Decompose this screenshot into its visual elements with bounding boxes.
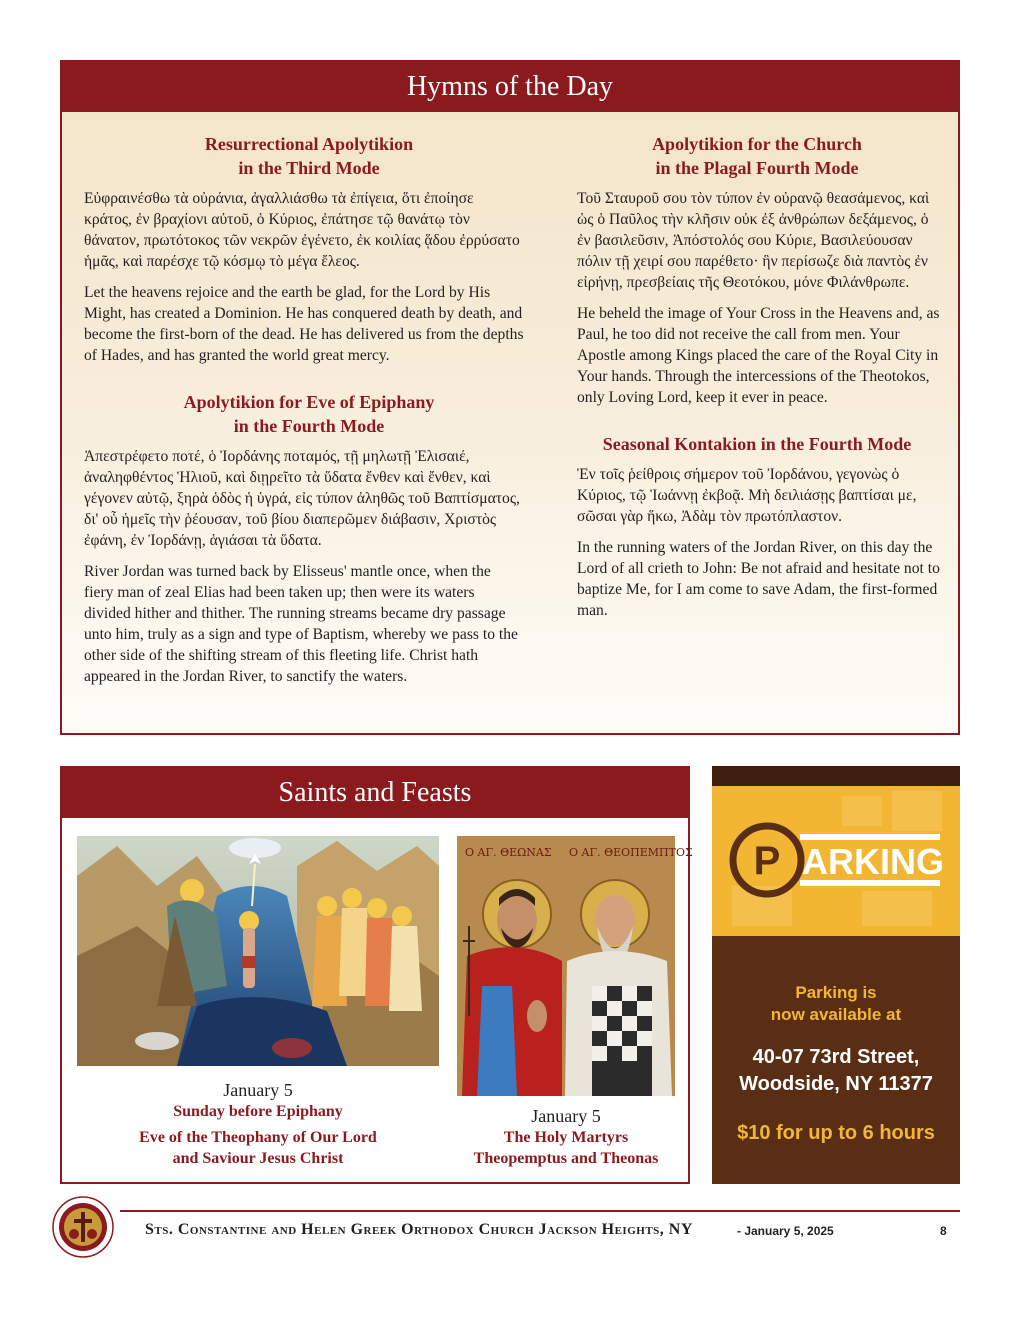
parking-price: $10 for up to 6 hours	[737, 1122, 935, 1144]
hymn-heading-kontakion: Seasonal Kontakion in the Fourth Mode	[602, 434, 912, 454]
parking-logo	[712, 786, 960, 936]
saints-and-feasts-box	[60, 766, 693, 1184]
footer-date: - January 5, 2025	[737, 1224, 834, 1238]
hymn-greek-text: Τοῦ Σταυροῦ σου τὸν τύπον ἐν οὐρανῷ θεασάμενος, καὶ ὡς ὁ Παῦλος τὴν κλῆσιν οὐκ ἐξ ἀνθρώπων δεξάμενος, ὁ ἐν βασιλεῦσιν, Ἀπόστολός σου Κύριε, Βασιλεύουσαν πόλιν τῇ χειρί σου παρέθετο· ἣν περίσωζε διὰ παντὸς ἐν εἰρήνῃ, πρεσβείαις τῆς Θεοτόκου, μόνε Φιλάνθρωπε.	[577, 190, 930, 291]
hymn-heading-resurrectional: Resurrectional Apolytikion in the Third Mode	[204, 134, 414, 178]
icon-label-theonas: Ο ΑΓ. ΘΕΩΝΑΣ	[465, 846, 552, 859]
hymn-greek-text: Ἀπεστρέφετο ποτέ, ὁ Ἰορδάνης ποταμός, τῇ μηλωτῇ Ἐλισαιέ, ἀναληφθέντος Ἡλιοῦ, καὶ διῃρεῖτο τὰ ὕδατα ἔνθεν καὶ ἔνθεν, καὶ γέγονεν αὐτῷ, ξηρὰ ὁδὸς ἡ ὑγρά, εἰς τύπον ἀληθῶς τοῦ Βαπτίσματος, δι' οὗ ἡμεῖς τὴν ῥέουσαν, τοῦ βίου διαπερῶμεν διάβασιν, Χριστὸς ἐφάνη, ἐν Ἰορδάνῃ, ἁγιάσαι τὰ ὕδατα.	[84, 448, 520, 549]
hymns-left-column	[84, 132, 524, 697]
svg-text:ARKING: ARKING	[802, 841, 944, 882]
hymn-heading-eve-epiphany: Apolytikion for Eve of Epiphany in the Fourth Mode	[183, 392, 435, 436]
footer-rule	[120, 1210, 960, 1212]
hymns-right-column	[577, 132, 942, 631]
hymns-of-the-day-box	[60, 60, 960, 735]
church-seal-logo	[52, 1196, 114, 1258]
hymn-english-text: River Jordan was turned back by Elisseus' mantle once, when the fiery man of zeal Elias had been taken up; then were its waters divided hither and thither. The running streams became dry passage unto him, truly as a sign and type of Baptism, whereby we pass to the other side of the shifting stream of this fleeting life. Christ hath appeared in the Jordan River, to sanctify the waters.	[84, 563, 518, 685]
footer-church-name: Sts. Constantine and Helen Greek Orthodox Church Jackson Heights, NY	[145, 1221, 693, 1238]
theophany-icon-image	[77, 836, 439, 1066]
hymn-english-text: In the running waters of the Jordan River, on this day the Lord of all crieth to John: Be not afraid and hesitate not to baptize Me, for I am come to save Adam, the first-formed man.	[577, 539, 940, 619]
icon-label-theopemptus: Ο ΑΓ. ΘΕΟΠΕΜΠΤΟΣ	[569, 846, 693, 859]
parking-availability: Parking is now available at	[770, 983, 902, 1024]
hymn-english-text: Let the heavens rejoice and the earth be glad, for the Lord by His Might, has created a Dominion. He has conquered death by death, and become the first-born of the dead. He has delivered us from the depths of Hades, and has granted the world great mercy.	[84, 284, 524, 364]
hymn-english-text: He beheld the image of Your Cross in the Heavens and, as Paul, he too did not receive the call from men. Your Apostle among Kings placed the care of the Royal City in Your hands. Through the intercessions of the Theotokos, only Loving Lord, keep it ever in peace.	[577, 305, 940, 406]
svg-text:P: P	[753, 839, 781, 883]
martyrs-icon-image	[457, 836, 693, 1096]
saints-title: Saints and Feasts	[62, 768, 688, 818]
hymn-greek-text: Ἐν τοῖς ῥείθροις σήμερον τοῦ Ἰορδάνου, γεγονὼς ὁ Κύριος, τῷ Ἰωάννῃ ἐκβοᾷ. Μὴ δειλιάσῃς βαπτίσαι με, σῶσαι γὰρ ἥκω, Ἀδὰμ τὸν πρωτόπλαστον.	[577, 466, 917, 525]
hymn-heading-church: Apolytikion for the Church in the Plagal Fourth Mode	[652, 134, 862, 178]
feast-caption-theophany: January 5 Sunday before Epiphany Eve of the Theophany of Our Lord and Saviour Jesus Christ	[139, 1080, 377, 1167]
parking-logo-band	[712, 786, 960, 936]
page-number: 8	[940, 1224, 947, 1238]
feast-caption-martyrs: January 5 The Holy Martyrs Theopemptus and Theonas	[473, 1106, 659, 1167]
hymn-greek-text: Εὐφραινέσθω τὰ οὐράνια, ἀγαλλιάσθω τὰ ἐπίγεια, ὅτι ἐποίησε κράτος, ἐν βραχίονι αὐτοῦ, ὁ Κύριος, ἐπάτησε τῷ θανάτῳ τὸν θάνατον, πρωτότοκος τῶν νεκρῶν ἐγένετο, ἐκ κοιλίας ᾅδου ἐρρύσατο ἡμᾶς, καὶ παρέσχε τῷ κόσμῳ τὸ μέγα ἔλεος.	[84, 190, 520, 270]
hymns-title: Hymns of the Day	[62, 62, 958, 112]
parking-address: 40-07 73rd Street, Woodside, NY 11377	[739, 1046, 933, 1095]
parking-notice	[712, 766, 960, 1184]
